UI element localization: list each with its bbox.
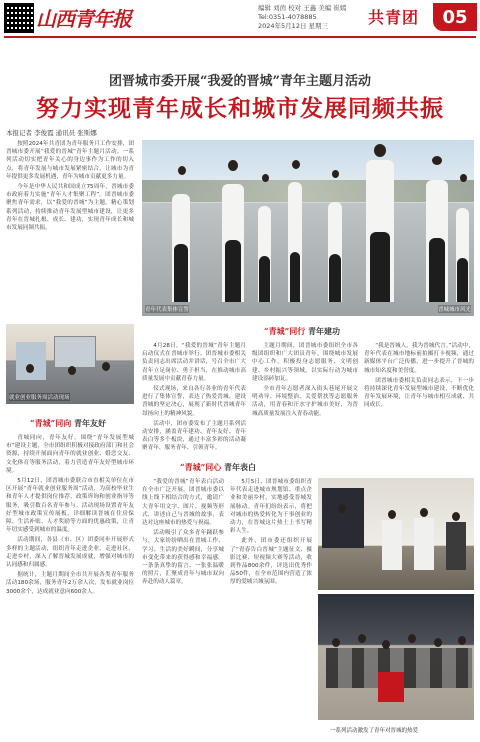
stage-photo (318, 478, 474, 590)
section-title: 青年友好 (74, 418, 106, 428)
page-number: 05 (433, 3, 477, 31)
paragraph: 今年是中华人民共和国成立75周年，晋城市委市政府着力实施“青年人才集聚工程”。团晋城市委聚焦青年需求，以“我爱的晋城”为主题，精心策划系列活动，持续推动青年发展型城市建设，让更多青年在晋城扎根、成长、建功，实现青年成长和城市发展同频共振。 (6, 184, 134, 232)
paragraph: 5月5日，团晋城市委组织青年代表走进城市规划馆、重点企业和美丽乡村，实地感受晋城发展脉动。青年们纷纷表示，将把对城市的热爱转化为干事创业的动力，在晋城这片热土上书写精彩人生。 (230, 479, 312, 535)
column-c (252, 342, 358, 452)
section-title: 青年表白 (224, 462, 256, 472)
main-photo-caption-left: 青年代表集体宣誓 (145, 307, 190, 313)
main-photo (142, 140, 474, 316)
header-date: 2024年5月12日 星期三 (258, 22, 329, 30)
section-name: 共青团 (368, 8, 420, 27)
masthead-title: 山西青年报 (36, 7, 131, 31)
paragraph: 活动期间，各县（市、区）团委同步开展形式多样的主题活动，组织青年走进企业、走进社区、走进乡村，深入了解晋城发展成就，增强对城市的认同感和归属感。 (6, 537, 134, 569)
section-title: 青年建功 (308, 326, 340, 336)
paragraph: 5月12日，团晋城市委联合市直相关单位在市区开展“青年就业创业服务周”活动，为高校毕业生和青年人才提供岗位推荐、政策咨询和创业指导等服务，吸引数百名青年参与。活动现场设置青年友好型城市政策宣传展板，详细解读晋城在住房保障、生活补贴、人才奖励等方面的优惠政策，让青年切实感受到城市的温度。 (6, 478, 134, 534)
column-d (142, 478, 312, 736)
column-a (6, 434, 134, 738)
column-e (364, 342, 474, 452)
group-photo-caption: 一系列活动激发了青年对晋城的热爱 (330, 728, 419, 734)
group-photo (318, 594, 474, 720)
qr-code (4, 3, 34, 33)
paragraph: 活动中，团市委发布了主题月系列活动安排，涵盖青年建功、青年友好、青年表白等多个板块，通过丰富多彩的活动凝聚青年、服务青年、引领青年。 (142, 420, 246, 452)
paragraph: 仪式现场，来自各行各业的青年代表进行了集体宣誓，表达了热爱晋城、建设晋城的坚定决心，展现了新时代晋城青年昂扬向上的精神风貌。 (142, 386, 246, 417)
column-b (142, 342, 246, 452)
section-tag: “青城”同向 (30, 418, 72, 428)
section-heading-youth-confession (180, 462, 256, 473)
header-info (258, 4, 346, 31)
paragraph: “我是晋城人，我为晋城代言。”活动中，青年代表在城市地标前拍摄打卡视频，通过新媒体平台广泛传播，进一步提升了晋城的城市知名度和美誉度。 (364, 343, 474, 374)
paragraph: 按照2024年共青团为青年服务月工作安排，团晋城市委开展“我爱的晋城”青年主题月活动。一系列活动切实把青年关心的身边事作为工作的切入点，将青年发展与城市发展紧密结合，让城市为青年提供更多发展机遇，青年为城市贡献更多力量。 (6, 141, 134, 180)
paragraph: 据统计，主题月期间全市共开展各类青年服务活动180余场，服务青年2万余人次，发布就业岗位3000余个，达成就业意向600余人。 (6, 572, 134, 595)
main-photo-caption-right: 晋城城市风光 (437, 307, 471, 313)
paragraph: 主题月期间，团晋城市委组织全市各级团组织和广大团员青年，围绕城市发展中心工作，积极投身志愿服务、文明创建、乡村振兴等领域，以实际行动为城市建设添砖加瓦。 (252, 343, 358, 382)
section-tag: “青城”同心 (180, 462, 222, 472)
event-photo (6, 324, 134, 404)
section-heading-youth-friendly (30, 418, 106, 429)
article-subhead: 团晋城市委开展“我爱的晋城”青年主题月活动 (109, 74, 371, 89)
paragraph: 4月28日，“我爱的晋城”青年主题月启动仪式在晋城市举行。团晋城市委相关负责同志出席活动并讲话，号召全市广大青年立足岗位、勇于担当，在推动城市高质量发展中贡献青春力量。 (142, 343, 246, 382)
article-byline: 本报记者 李俊霞 通讯员 张斯娜 (6, 129, 97, 137)
event-photo-caption: 就业创业服务周活动现场 (9, 395, 70, 401)
paragraph: 全市青年志愿者深入街头巷尾开展文明劝导、环境整治、关爱帮扶等志愿服务活动，用青春和汗水守护城市美好，为晋城高质量发展注入青春动能。 (252, 386, 358, 417)
section-heading-youth-contribution (264, 326, 340, 337)
paragraph: “我爱的晋城”青年表白活动在全市广泛开展。团晋城市委以线上线下相结合的方式，邀请广大青年用文字、图片、视频等形式，讲述自己与晋城的故事，表达对这座城市的热爱与祝福。 (142, 479, 224, 527)
paragraph: 团晋城市委相关负责同志表示，下一步将持续深化青年发展型城市建设，不断优化青年发展环境，让青年与城市相互成就、共同成长。 (364, 377, 474, 409)
paragraph: 活动吸引了众多青年踊跃参与，大家纷纷晒出在晋城工作、学习、生活的美好瞬间，分享城市变化带来的获得感和幸福感。一条条真挚的留言、一张张温暖的照片，汇聚成青年与城市双向奔赴的动人篇章。 (142, 530, 224, 586)
section-tag: “青城”同行 (264, 326, 306, 336)
header-rule (4, 36, 476, 38)
header-editors: 编辑 刘茵 校对 王鑫 美编 崔嫣 (258, 4, 347, 12)
header-phone: Tel:0351-4078885 (258, 13, 317, 21)
paragraph: 青城同向，青年友好。围绕“青年发展型城市”建设主题，全市团组织积极对接政府部门和社会资源，持续开展面向青年的就业创业、婚恋交友、文化体育等服务活动，着力营造青年友好型城市环境。 (6, 435, 134, 474)
lead-column (6, 140, 134, 322)
article-headline: 努力实现青年成长和城市发展同频共振 (36, 95, 444, 122)
paragraph: 此外，团市委还组织开展了“青春告白晋城”主题征文、摄影比赛、短视频大赛等活动，收到作品800余件，评选出优秀作品50件，在全市范围内营造了浓厚的爱城兴城氛围。 (230, 538, 312, 586)
